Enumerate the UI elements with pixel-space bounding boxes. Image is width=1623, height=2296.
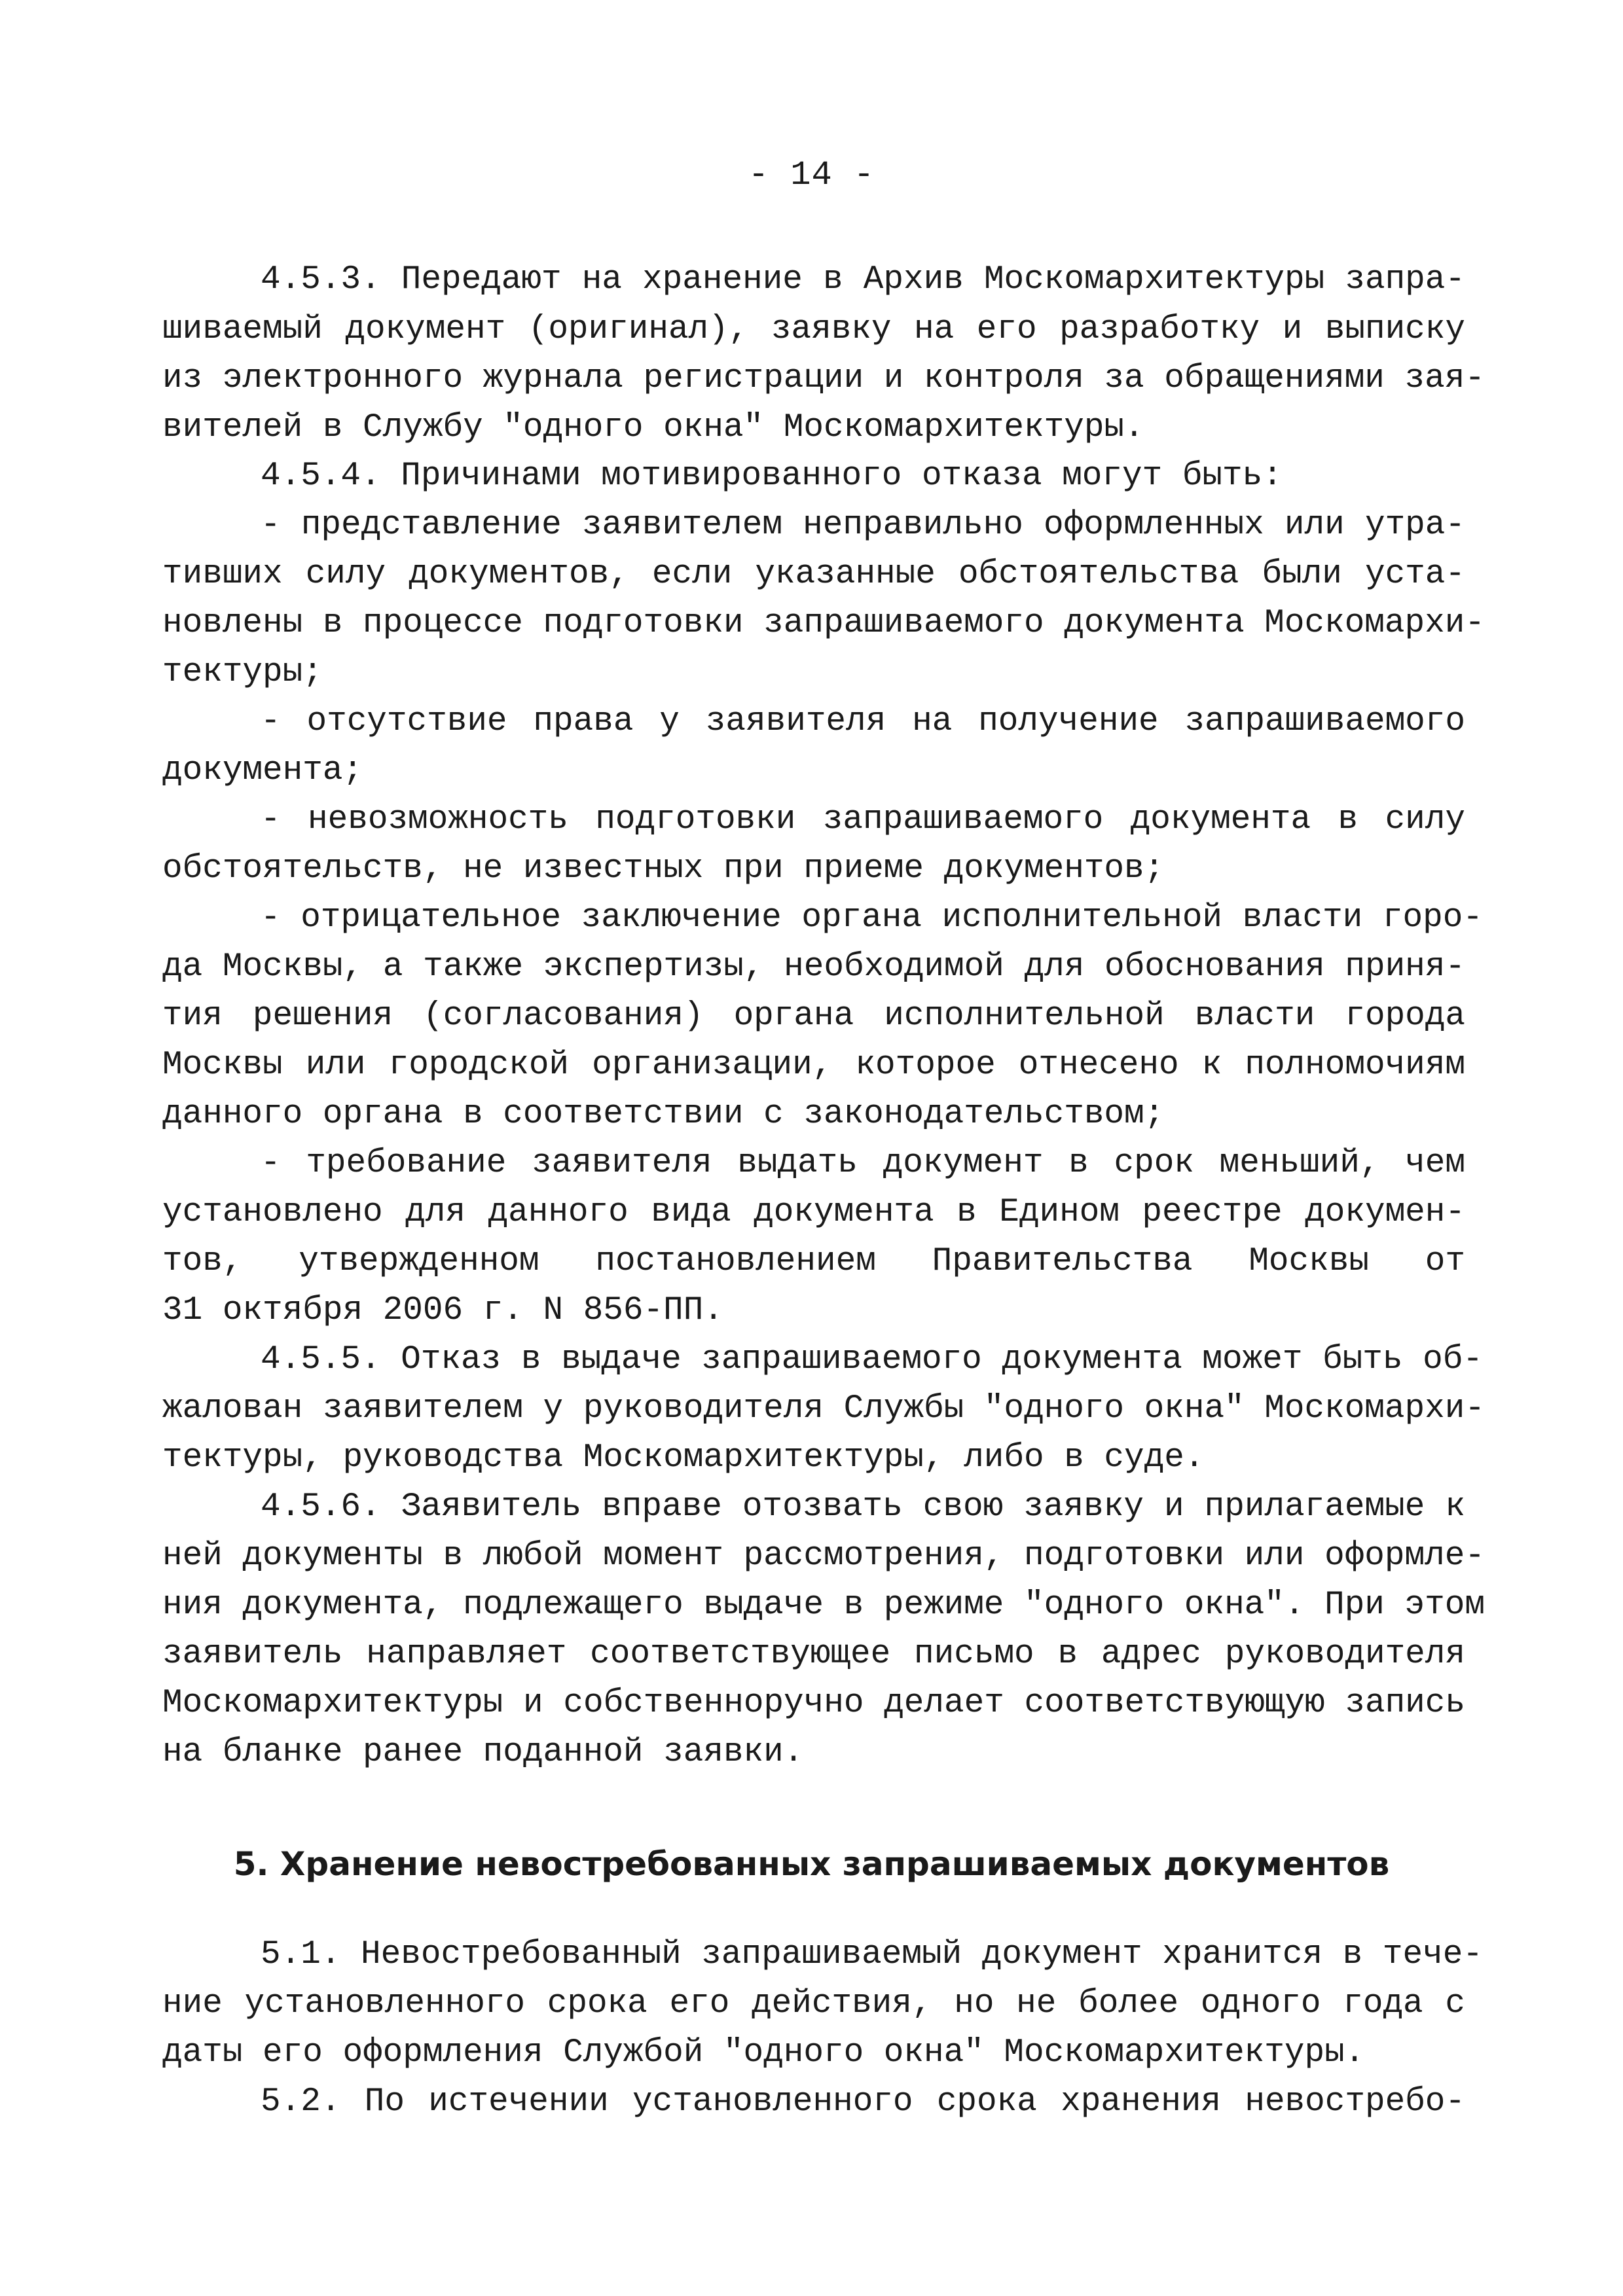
text-line: - требование заявителя выдать документ в срок меньший, чем xyxy=(261,1145,1465,1182)
text-line: на бланке ранее поданной заявки. xyxy=(162,1734,804,1771)
text-line: новлены в процессе подготовки запрашиваемого документа Москомархи- xyxy=(162,605,1485,642)
text-line: вителей в Службу "одного окна" Москомархитектуры. xyxy=(162,409,1144,446)
text-line: ние установленного срока его действия, но не более одного года с xyxy=(162,1985,1465,2022)
text-line: данного органа в соответствии с законодательством; xyxy=(162,1096,1165,1133)
text-line: установлено для данного вида документа в Едином реестре докумен- xyxy=(162,1194,1465,1231)
text-line: шиваемый документ (оригинал), заявку на его разработку и выписку xyxy=(162,311,1465,348)
text-line: даты его оформления Службой "одного окна" Москомархитектуры. xyxy=(162,2034,1365,2072)
page-number: - 14 - xyxy=(748,156,875,194)
text-line: 5.2. По истечении установленного срока хранения невостребо- xyxy=(261,2083,1465,2121)
text-line: Москомархитектуры и собственноручно делает соответствующую запись xyxy=(162,1685,1465,1722)
text-line: из электронного журнала регистрации и контроля за обращениями зая- xyxy=(162,360,1485,397)
text-line: Москвы или городской организации, которое отнесено к полномочиям xyxy=(162,1047,1465,1084)
text-line: тивших силу документов, если указанные обстоятельства были уста- xyxy=(162,556,1465,593)
text-line: 4.5.6. Заявитель вправе отозвать свою заявку и прилагаемые к xyxy=(261,1488,1465,1526)
text-line: тектуры, руководства Москомархитектуры, либо в суде. xyxy=(162,1439,1205,1477)
text-line: - представление заявителем неправильно оформленных или утра- xyxy=(261,507,1465,544)
text-line: - отсутствие права у заявителя на получение запрашиваемого xyxy=(261,703,1465,740)
text-line: заявитель направляет соответствующее письмо в адрес руководителя xyxy=(162,1636,1465,1673)
text-line: 4.5.4. Причинами мотивированного отказа могут быть: xyxy=(261,457,1283,495)
text-line: 4.5.3. Передают на хранение в Архив Москомархитектуры запра- xyxy=(261,261,1465,298)
text-line: документа; xyxy=(162,752,363,789)
text-line: тектуры; xyxy=(162,654,323,691)
text-line: 5.1. Невостребованный запрашиваемый документ хранится в тече- xyxy=(261,1936,1483,1973)
text-line: - отрицательное заключение органа исполнительной власти горо- xyxy=(261,899,1483,937)
text-line: 31 октября 2006 г. N 856-ПП. xyxy=(162,1292,723,1329)
text-line: жалован заявителем у руководителя Службы "одного окна" Москомархи- xyxy=(162,1390,1485,1427)
text-line: тов, утвержденном постановлением Правительства Москвы от xyxy=(162,1243,1465,1280)
text-line: тия решения (согласования) органа исполнительной власти города xyxy=(162,997,1465,1035)
section-heading: 5. Хранение невостребованных запрашиваемых документов xyxy=(233,1845,1390,1883)
text-line: ней документы в любой момент рассмотрения, подготовки или оформле- xyxy=(162,1537,1485,1575)
text-line: обстоятельств, не известных при приеме документов; xyxy=(162,850,1165,888)
text-line: да Москвы, а также экспертизы, необходимой для обоснования приня- xyxy=(162,948,1465,986)
text-line: 4.5.5. Отказ в выдаче запрашиваемого документа может быть об- xyxy=(261,1341,1483,1378)
text-line: ния документа, подлежащего выдаче в режиме "одного окна". При этом xyxy=(162,1587,1485,1624)
text-line: - невозможность подготовки запрашиваемого документа в силу xyxy=(261,801,1465,838)
